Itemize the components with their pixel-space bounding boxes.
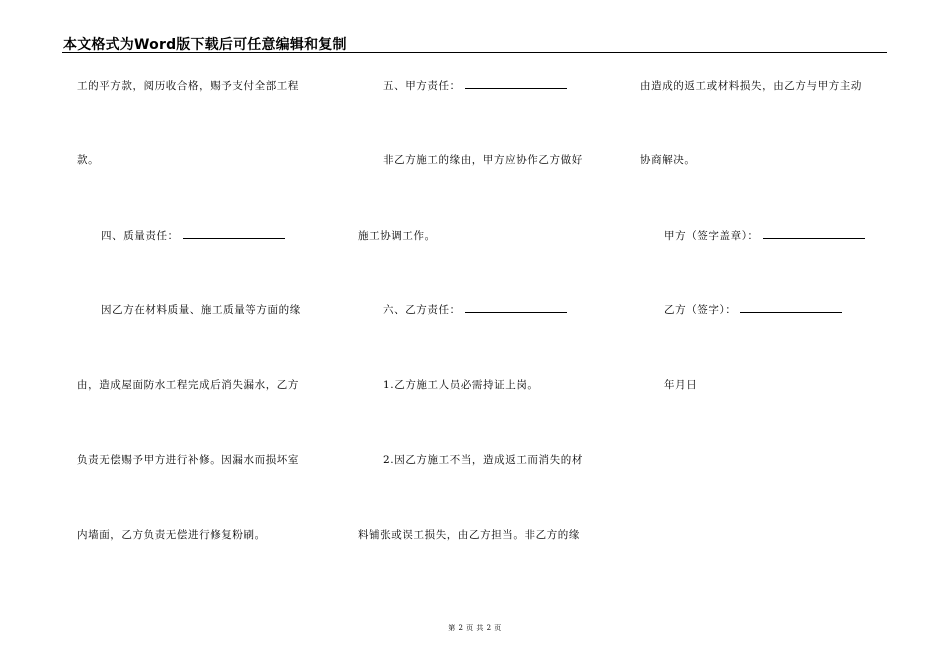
col2-line-5: 1.乙方施工人员必需持证上岗。 — [383, 379, 539, 391]
page-number-footer: 第 2 页 共 2 页 — [448, 624, 502, 632]
header-divider — [62, 52, 887, 53]
col3-line-4: 乙方（签字）： — [664, 303, 842, 317]
fill-blank — [763, 229, 865, 239]
fill-blank — [465, 79, 567, 89]
fill-blank — [183, 229, 285, 239]
fill-blank — [465, 303, 567, 313]
col2-line-2: 非乙方施工的缘由，甲方应协作乙方做好 — [383, 154, 583, 166]
fill-blank — [740, 303, 842, 313]
col2-line-6: 2.因乙方施工不当，造成返工而消失的材 — [383, 454, 583, 466]
col2-line-7: 料铺张或误工损失，由乙方担当。非乙方的缘 — [358, 529, 580, 541]
col1-line-4: 因乙方在材料质量、施工质量等方面的缘 — [101, 304, 301, 316]
col3-line-3: 甲方（签字盖章）： — [664, 229, 865, 243]
col2-line-1: 五、甲方责任： — [383, 79, 567, 93]
document-header-title: 本文格式为Word版下载后可任意编辑和复制 — [63, 37, 347, 53]
col1-line-1: 工的平方款，阅历收合格，赐予支付全部工程 — [77, 80, 299, 92]
col1-line-6: 负责无偿赐予甲方进行补修。因漏水而损坏室 — [77, 454, 299, 466]
col2-line-4: 六、乙方责任： — [383, 303, 567, 317]
col1-line-2: 款。 — [77, 154, 100, 166]
col1-line-3: 四、质量责任： — [101, 229, 285, 243]
col3-line-5: 年月日 — [664, 379, 698, 391]
col3-line-2: 协商解决。 — [640, 154, 696, 166]
col3-line-1: 由造成的返工或材料损失，由乙方与甲方主动 — [640, 80, 862, 92]
col1-line-5: 由，造成屋面防水工程完成后消失漏水，乙方 — [77, 379, 299, 391]
col1-line-7: 内墙面，乙方负责无偿进行修复粉刷。 — [77, 529, 266, 541]
col2-line-3: 施工协调工作。 — [358, 230, 436, 242]
